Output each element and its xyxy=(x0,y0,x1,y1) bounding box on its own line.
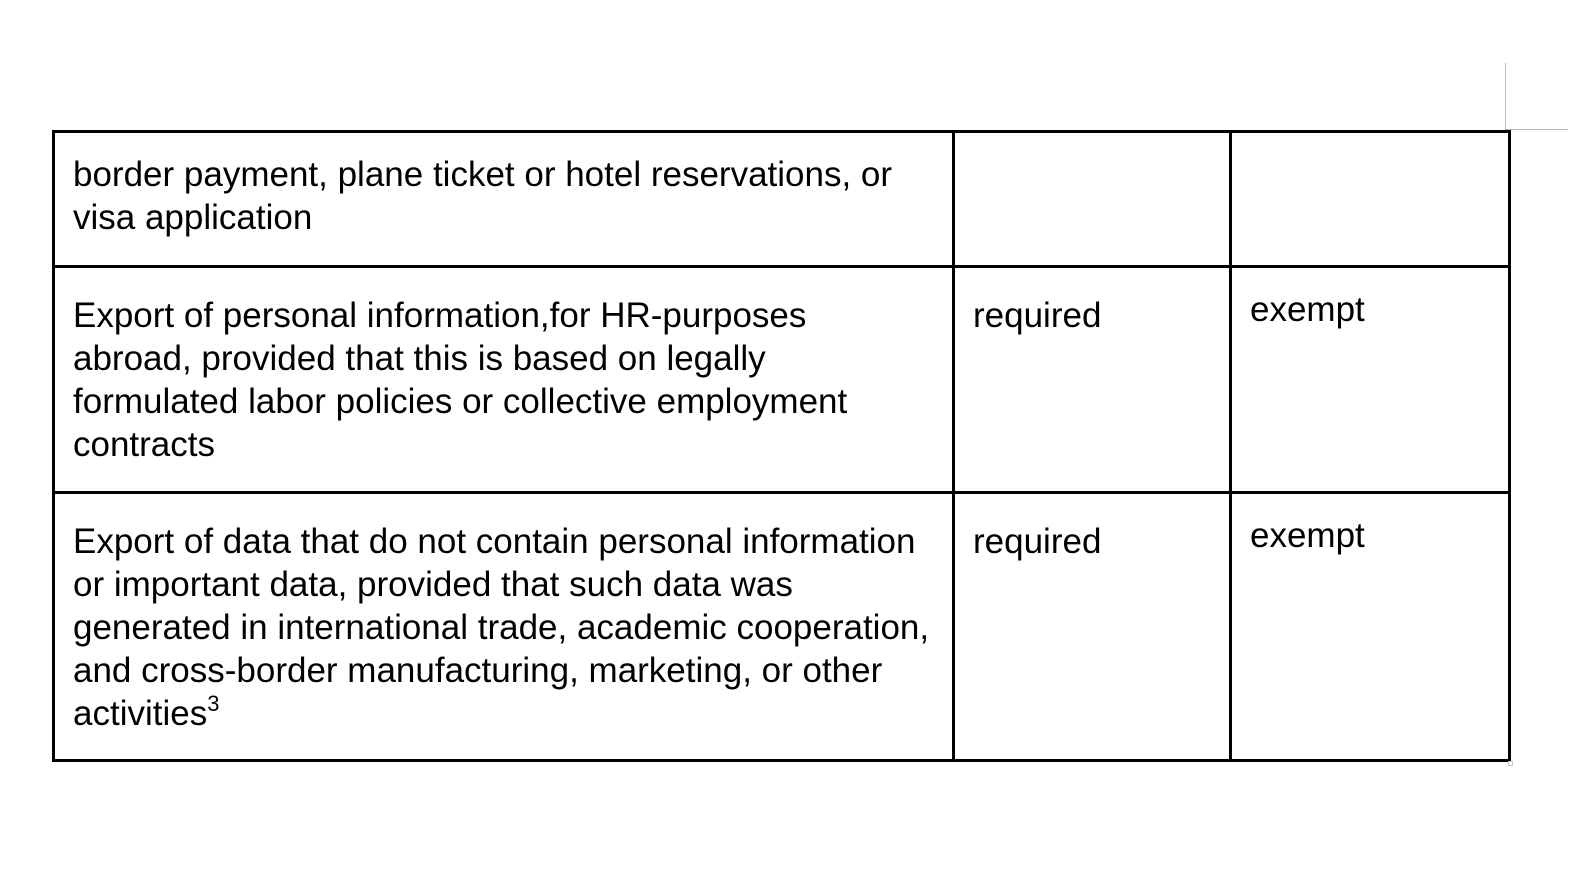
cell-text: required xyxy=(973,296,1102,335)
cell-text: Export of personal information,for HR-purposes abroad, provided that this is based on legally formulated labor policies or collective employment contracts xyxy=(73,296,848,464)
cell-text: exempt xyxy=(1250,516,1365,555)
table-row xyxy=(54,267,1510,493)
table-cell-description[interactable] xyxy=(54,132,954,267)
table-cell-exemption[interactable] xyxy=(1231,267,1510,493)
table-cell-exemption[interactable] xyxy=(1231,132,1510,267)
table-row xyxy=(54,493,1510,761)
table-row xyxy=(54,132,1510,267)
table-cell-description[interactable] xyxy=(54,493,954,761)
footnote-marker[interactable]: 3 xyxy=(207,691,220,716)
page-margin-corner-vertical xyxy=(1505,63,1506,131)
table-cell-requirement[interactable] xyxy=(954,267,1231,493)
table-cell-requirement[interactable] xyxy=(954,493,1231,761)
table-resize-handle[interactable] xyxy=(1508,761,1513,766)
cell-text: required xyxy=(973,522,1102,561)
cell-text: exempt xyxy=(1250,290,1365,329)
document-table xyxy=(52,130,1511,762)
table-cell-description[interactable] xyxy=(54,267,954,493)
cell-text: Export of data that do not contain personal information or important data, provided that such data was generated in international trade, academic cooperation, and cross-border manufacturing, marketing, or other activities xyxy=(73,522,930,733)
table-cell-exemption[interactable] xyxy=(1231,493,1510,761)
cell-text: border payment, plane ticket or hotel reservations, or visa application xyxy=(73,155,893,237)
table-cell-requirement[interactable] xyxy=(954,132,1231,267)
page-margin-corner-horizontal xyxy=(1506,129,1568,130)
